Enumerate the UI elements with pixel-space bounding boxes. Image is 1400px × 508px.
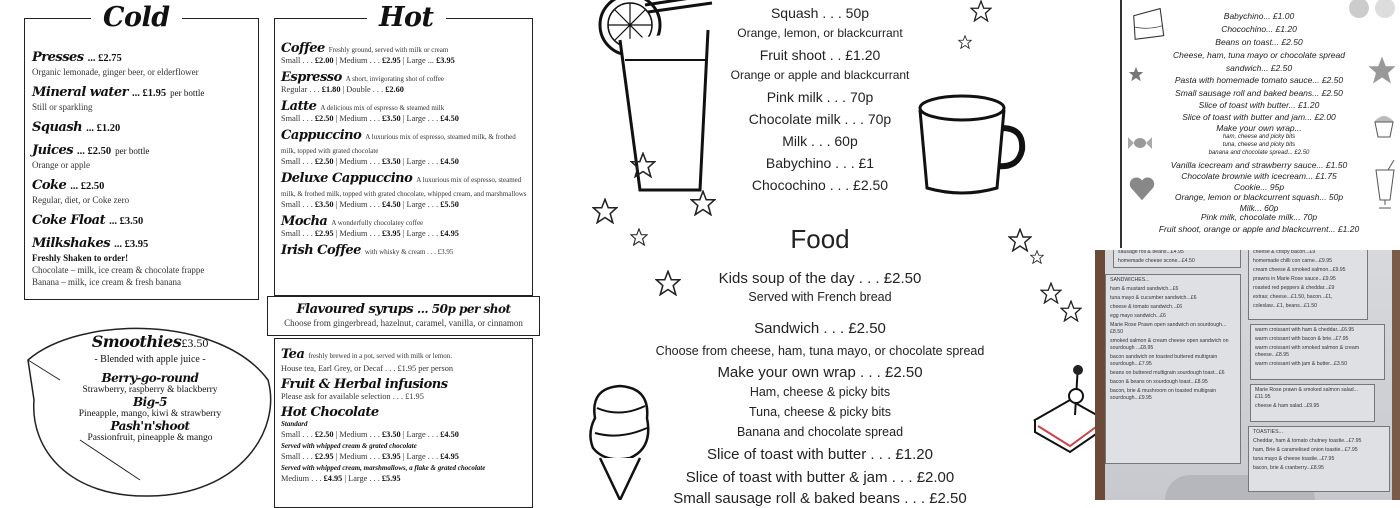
item-price: ... £1.95 [132,88,167,99]
size-price: £2.50 [314,157,334,166]
size-label: Large . . . [406,200,439,209]
variant-label: Served with whipped cream, marshmallows, a flake & grated chocolate [281,464,486,472]
cafe-menu-photo [1095,250,1400,500]
smoothie-name: Big-5 [133,395,167,409]
item-name: Coke [32,178,67,193]
photo-menu-line: bacon & beans on sourdough toast...£8.95 [1110,379,1208,385]
menu-line: Slice of toast with butter & jam . . . £2.00 [685,469,955,486]
hot-item-header [281,128,528,156]
size-label: Small . . . [281,200,313,209]
hot-title: Hot [367,3,446,33]
size-price: £1.80 [321,85,341,94]
hot-item-header [281,171,528,199]
cold-title: Cold [91,3,182,33]
smoothie-name: Pash'n'shoot [110,419,190,433]
size-label: Small . . . [281,56,313,65]
photo-menu-line: bacon, brie & cranberry...£8.95 [1253,465,1324,471]
item-name: Coffee [281,41,325,56]
photo-menu-line: coleslaw...£1, beans...£1.50 [1253,303,1318,309]
smoothie-name: Berry-go-round [101,371,199,385]
tea-desc: freshly brewed in a pot, served with milk or lemon. [308,352,453,360]
size-prices: Small . . . £2.50 | Medium . . . £3.50 | Large . . . £4.50 [281,114,459,123]
item-price: ... £2.50 [70,181,105,192]
item-description: A luxurious mix of espresso, steamed milk, & frothed milk, topped with grated chocolate, whipped cream, and marshmallows [281,176,527,198]
handwritten-line: Slice of toast with butter and jam... £2.00 [1182,112,1336,122]
hot-item [281,99,528,125]
item-description: Banana – milk, ice cream & fresh banana [32,277,181,287]
cold-item-header [32,142,254,159]
menu-line: Slice of toast with butter . . . £1.20 [707,446,933,463]
menu-line: Chocochino . . . £2.50 [751,177,889,193]
menu-line: Small sausage roll & baked beans . . . £2.50 [673,490,967,507]
menu-box-sandwiches [1105,274,1241,464]
sandwich-icon [1030,360,1105,460]
size-prices: Small . . . £2.95 | Medium . . . £3.95 | Large . . . £4.95 [281,229,459,238]
cold-item-header [32,177,254,194]
size-prices: Medium . . . £4.95 | Large . . . £5.95 [281,474,401,483]
menu-box-potatoes [1248,250,1368,320]
photo-menu-line: cream cheese & smoked salmon...£9.95 [1253,267,1346,273]
hot-chocolate-name: Hot Chocolate [281,405,379,420]
size-price: £3.50 [382,157,401,166]
size-label: Small . . . [281,114,313,123]
size-price: £4.95 [440,229,459,238]
size-price: £4.50 [440,114,459,123]
size-prices: Small . . . £2.00 | Medium . . . £2.95 | Large ... £3.95 [281,56,455,65]
handwritten-line: ham, cheese and picky bits [1222,134,1296,140]
size-label: Medium . . . [339,157,380,166]
item-name: Mineral water [32,85,129,100]
size-price: £3.95 [436,56,455,65]
menu-line: Pink milk . . . 70p [766,89,874,105]
handwritten-line: Fruit shoot, orange or apple and blackcurrent... £1.20 [1158,224,1360,234]
cold-item [32,119,254,136]
size-label: Large . . . [406,157,439,166]
item-description: A short, invigorating shot of coffee [345,75,444,83]
item-note: per bottle [170,88,205,98]
item-name: Mocha [281,214,328,229]
tea-name: Tea [281,347,305,362]
size-label: Large . . . [406,452,439,461]
menu-line: Babychino . . . £1 [765,155,875,171]
tea-chocolate-section [274,338,533,508]
size-price: £4.50 [382,200,401,209]
item-description: Still or sparkling [32,102,93,112]
hot-item-header [281,41,528,55]
item-name: Juices [32,143,74,158]
menu-line: Choose from cheese, ham, tuna mayo, or chocolate spread [655,344,985,358]
photo-menu-line: beans on buttered multigrain sourdough toast...£6 [1110,370,1225,376]
item-price: ... £3.95 [114,239,149,250]
photo-menu-line: Marie Rose Prawn open sandwich on sourdough...£8.50 [1110,322,1227,335]
item-description: A delicious mix of espresso & steamed milk [320,104,445,112]
cold-items [32,49,254,294]
cold-item-header [32,212,254,229]
item-name: Cappuccino [281,128,362,143]
star-icon [1040,282,1062,304]
smoothie-desc: Strawberry, raspberry & blackberry [82,385,218,395]
photo-menu-line: warm croissant with ham & cheddar...£6.95 [1255,327,1355,333]
hot-items [281,41,528,260]
item-name: Latte [281,99,317,114]
handwritten-line: banana and chocolate spread... £2.50 [1208,150,1310,156]
size-prices: Small . . . £2.50 | Medium . . . £3.50 | Large . . . £4.50 [281,430,459,439]
size-label: Medium . . . [339,200,380,209]
cold-item-header [32,119,254,136]
cold-item [32,142,254,171]
size-label: Regular . . . [281,85,320,94]
item-description: A wonderfully chocolatey coffee [331,219,424,227]
menu-line: Banana and chocolate spread [736,425,904,439]
infusions-line: Please ask for available selection . . . £1.95 [281,392,424,401]
item-subtitle: Freshly Shaken to order! [32,253,129,263]
size-label: Large ... [406,56,434,65]
cold-item [32,212,254,229]
hot-item [281,128,528,168]
handwritten-line: Small sausage roll and baked beans... £2.50 [1175,88,1343,98]
size-label: Large . . . [406,430,439,439]
handwritten-line: Pasta with homemade tomato sauce... £2.50 [1174,75,1344,85]
size-price: £3.95 [382,229,401,238]
handwritten-line: sandwich... £2.50 [1225,63,1293,73]
photo-menu-line: bacon sandwich on toasted buttered multigrain sourdough...£7.95 [1110,354,1218,367]
handwritten-line: Milk... 60p [1239,203,1279,213]
handwritten-line: Pink milk, chocolate milk... 70p [1200,212,1318,222]
menu-line: Fruit shoot . . £1.20 [759,47,881,63]
photo-menu-line: Marie Rose prawn & smoked salmon salad...£11.95 [1255,387,1358,400]
photo-menu-line: bacon, brie & mushroom on toasted multigrain sourdough...£9.95 [1110,388,1217,401]
item-description: Orange or apple [32,160,90,170]
size-prices: Small . . . £2.50 | Medium . . . £3.50 | Large . . . £4.50 [281,157,459,166]
size-price: £3.50 [382,430,401,439]
item-description: Organic lemonade, ginger beer, or elderflower [32,67,199,77]
photo-menu-line: TOASTIES... [1253,429,1283,435]
hot-item-header [281,70,528,84]
menu-box-toasties [1248,426,1390,492]
size-label: Medium . . . [339,430,380,439]
size-price: £4.50 [440,157,459,166]
hot-item [281,243,528,257]
size-price: £2.00 [314,56,334,65]
size-label: Medium . . . [339,56,380,65]
item-price: ... £1.20 [86,123,121,134]
size-price: £4.50 [440,430,459,439]
item-description: A luxurious mix of espresso, steamed milk, & frothed milk, topped with grated chocolate [281,133,516,155]
smoothies-subtitle: - Blended with apple juice - [94,354,206,365]
item-description: with whisky & cream . . . £3.95 [364,248,454,256]
photo-menu-line: SANDWICHES... [1110,277,1150,283]
hot-item-header [281,99,528,113]
cold-item-header [32,235,254,252]
item-name: Espresso [281,70,342,85]
size-price: £2.95 [314,229,334,238]
cold-item [32,84,254,113]
size-label: Small . . . [281,157,313,166]
handwritten-line: Orange, lemon or blackcurrent squash... 50p [1174,192,1344,202]
handwritten-line: Slice of toast with butter... £1.20 [1198,100,1320,110]
hot-item [281,171,528,211]
smoothie-desc: Pineapple, mango, kiwi & strawberry [78,409,222,419]
handwritten-line: Cookie... 95p [1233,182,1285,192]
handwritten-line: Chocolate brownie with icecream... £1.75 [1181,171,1337,181]
size-price: £3.95 [382,452,401,461]
size-price: £5.50 [440,200,459,209]
cold-item [32,235,254,288]
menu-line: Served with French bread [748,290,892,304]
size-price: £2.50 [314,114,334,123]
syrups-price: ... 50p per shot [417,302,511,316]
photo-menu-line: warm croissant with jam & butter...£3.50 [1255,361,1347,367]
star-icon [690,190,716,216]
cold-item [32,49,254,78]
smoothies-title: Smoothies [91,332,182,351]
size-label: Medium . . . [339,229,380,238]
syrups-box [267,296,540,336]
variant-label: Standard [281,420,308,428]
star-icon [1030,250,1044,264]
size-label: Small . . . [281,430,313,439]
size-label: Medium . . . [339,452,380,461]
size-price: £3.50 [382,114,401,123]
menu-line: Orange or apple and blackcurrant [730,68,910,82]
size-price: £2.95 [314,452,334,461]
photo-menu-line: egg mayo sandwich...£6 [1110,313,1166,319]
size-label: Medium . . . [339,114,380,123]
cold-drinks-section [24,2,259,300]
food-title: Food [790,224,850,254]
menu-line: Ham, cheese & picky bits [749,385,891,399]
size-label: Large . . . [406,114,439,123]
photo-menu-line: tuna mayo & cucumber sandwich...£6 [1110,295,1197,301]
hot-item [281,41,528,67]
size-label: Double . . . [346,85,384,94]
item-description: Freshly ground, served with milk or cream [328,46,449,54]
menu-line: Kids soup of the day . . . £2.50 [718,270,922,287]
item-price: ... £2.50 [77,146,112,157]
handwritten-line: Make your own wrap... [1216,123,1302,133]
size-label: Large . . . [348,474,380,483]
hot-item [281,70,528,96]
photo-menu-line: roasted red peppers & cheddar...£9 [1253,285,1335,291]
star-icon [592,198,618,224]
item-price: ... £2.75 [87,53,122,64]
item-note: per bottle [115,146,150,156]
cold-item [32,177,254,206]
size-label: Small . . . [281,229,313,238]
tea-line: House tea, Earl Grey, or Decaf . . . £1.95 per person [281,364,454,373]
size-label: Medium . . . [281,474,322,483]
hot-item-header [281,214,528,228]
menu-box-croissants [1250,324,1385,380]
smoothies-section [30,332,270,443]
hot-item [281,214,528,240]
photo-menu-line: tuna mayo & cheese toastie...£7.95 [1253,456,1335,462]
menu-line: Orange, lemon, or blackcurrant [737,26,903,40]
infusions-name: Fruit & Herbal infusions [281,377,448,392]
syrups-desc: Choose from gingerbread, hazelnut, caramel, vanilla, or cinnamon [284,318,523,328]
cold-item-header [32,84,254,101]
size-price: £2.60 [385,85,404,94]
photo-menu-line: prawns in Marie Rose sauce...£9.95 [1253,276,1336,282]
star-icon [1060,300,1082,322]
photo-menu-line: warm croissant with smoked salmon & cream cheese...£8.95 [1255,345,1360,358]
size-price: £4.95 [440,452,459,461]
photo-menu-line: homemade cheese scone...£4.50 [1118,258,1195,264]
hot-drinks-section [274,2,533,296]
cold-item-header [32,49,254,66]
photo-menu-line: warm croissant with bacon & brie...£7.95 [1255,336,1349,342]
photo-menu-line: cheese & ham salad...£9.95 [1255,403,1320,409]
item-description: Chocolate – milk, ice cream & chocolate frappe [32,265,205,275]
photo-menu-line: smoked salmon & cream cheese open sandwich on sourdough ...£8.95 [1110,338,1229,351]
smoothies-price: £3.50 [181,336,209,350]
item-name: Squash [32,120,83,135]
menu-line: Sandwich . . . £2.50 [754,320,886,337]
item-name: Deluxe Cappuccino [281,171,413,186]
menu-line: Chocolate milk . . . 70p [748,111,892,127]
menu-line: Milk . . . 60p [782,133,858,149]
photo-menu-line: extras; cheese...£1.50, bacon...£1, [1253,294,1333,300]
photo-menu-line: Cheddar, ham & tomato chutney toastie...£7.95 [1253,438,1362,444]
photo-menu-line: cheese & crispy bacon...£9 [1253,250,1316,255]
photo-menu-line: homemade chilli con carne...£9.95 [1253,258,1333,264]
size-prices: Regular . . . £1.80 | Double . . . £2.60 [281,85,404,94]
size-price: £4.95 [323,474,343,483]
size-label: Small . . . [281,452,313,461]
hot-item-header [281,243,528,257]
size-prices: Small . . . £2.95 | Medium . . . £3.95 | Large . . . £4.95 [281,452,459,461]
handwritten-line: Babychino... £1.00 [1223,11,1295,21]
menu-box-salads [1250,384,1375,422]
size-price: £5.95 [381,474,401,483]
item-name: Irish Coffee [281,243,361,258]
handwritten-line: Cheese, ham, tuna mayo or chocolate spread [1173,50,1345,60]
item-name: Presses [32,50,84,65]
photo-menu-line: ham & mustard sandwich...£6 [1110,286,1179,292]
handwritten-line: tuna, cheese and picky bits [1222,142,1296,148]
variant-label: Served with whipped cream & grated chocolate [281,442,417,450]
size-price: £2.95 [382,56,401,65]
handwritten-line: Chocochino... £1.20 [1221,24,1297,34]
menu-line: Squash . . . 50p [770,5,870,21]
syrups-name: Flavoured syrups [296,302,414,317]
photo-menu-line: sausage roll & beans...£4.95 [1118,250,1184,255]
item-description: Regular, diet, or Coke zero [32,195,130,205]
smoothie-desc: Passionfruit, pineapple & mango [87,433,213,443]
size-price: £2.50 [314,430,334,439]
menu-box-top_box [1113,250,1241,268]
item-name: Coke Float [32,213,106,228]
photo-menu-line: ham, Brie & caramelised onion toastie...£7.95 [1253,447,1358,453]
hot-chocolate-variants [281,419,528,485]
menu-line: Tuna, cheese & picky bits [749,405,891,419]
item-price: ... £3.50 [109,216,144,227]
size-prices: Small . . . £3.50 | Medium . . . £4.50 | Large . . . £5.50 [281,200,459,209]
handwritten-line: Beans on toast... £2.50 [1215,37,1303,47]
photo-menu-line: cheese & tomato sandwich...£6 [1110,304,1183,310]
item-name: Milkshakes [32,236,111,251]
menu-line: Make your own wrap . . . £2.50 [717,364,923,381]
handwritten-line: Vanilla icecream and strawberry sauce... £1.50 [1170,160,1348,170]
size-price: £3.50 [314,200,334,209]
size-label: Large . . . [406,229,439,238]
